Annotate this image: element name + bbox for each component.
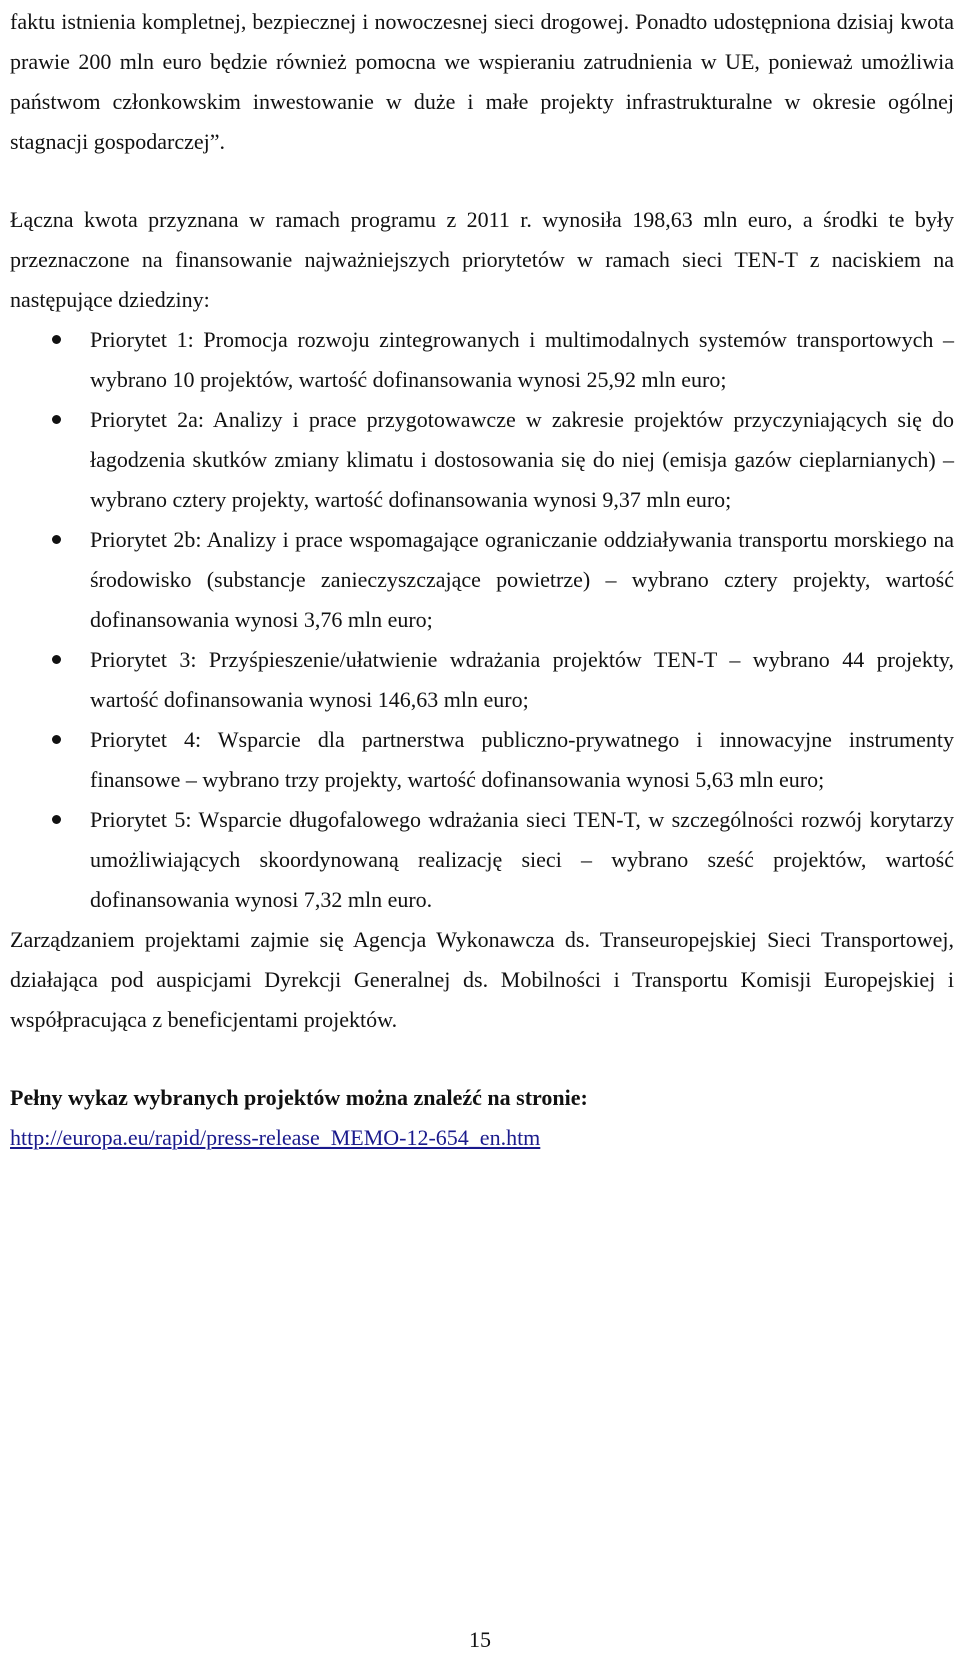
list-item xyxy=(10,720,954,800)
document-page xyxy=(10,0,954,1158)
total-amount-paragraph: Łączna kwota przyznana w ramach programu z 2011 r. wynosiła 198,63 mln euro, a środki te były przeznaczone na finansowanie najważniejszych priorytetów w ramach sieci TEN-T z naciskiem na następujące dziedziny: xyxy=(10,207,954,312)
project-list-heading: Pełny wykaz wybranych projektów można znaleźć na stronie: xyxy=(10,1085,588,1110)
list-item-text: Priorytet 2a: Analizy i prace przygotowawcze w zakresie projektów przyczyniających się do łagodzenia skutków zmiany klimatu i dostosowania się do niej (emisja gazów cieplarnianych) – wybrano cztery projekty, wartość dofinansowania wynosi 9,37 mln euro; xyxy=(90,407,954,512)
priorities-list xyxy=(10,320,954,920)
list-item xyxy=(10,520,954,640)
bullet-icon xyxy=(52,655,61,664)
list-item-text: Priorytet 2b: Analizy i prace wspomagające ograniczanie oddziaływania transportu morskiego na środowisko (substancje zanieczyszczające powietrze) – wybrano cztery projekty, wartość dofinansowania wynosi 3,76 mln euro; xyxy=(90,527,954,632)
list-item-text: Priorytet 4: Wsparcie dla partnerstwa publiczno-prywatnego i innowacyjne instrumenty finansowe – wybrano trzy projekty, wartość dofinansowania wynosi 5,63 mln euro; xyxy=(90,727,954,792)
management-paragraph: Zarządzaniem projektami zajmie się Agencja Wykonawcza ds. Transeuropejskiej Sieci Transportowej, działająca pod auspicjami Dyrekcji Generalnej ds. Mobilności i Transportu Komisji Europejskiej i współpracująca z beneficjentami projektów. xyxy=(10,927,954,1032)
bullet-icon xyxy=(52,535,61,544)
bullet-icon xyxy=(52,815,61,824)
list-item xyxy=(10,320,954,400)
list-item-text: Priorytet 3: Przyśpieszenie/ułatwienie wdrażania projektów TEN-T – wybrano 44 projekty, wartość dofinansowania wynosi 146,63 mln euro; xyxy=(90,647,954,712)
link-line xyxy=(10,1118,954,1158)
press-release-link[interactable]: http://europa.eu/rapid/press-release_MEMO-12-654_en.htm xyxy=(10,1125,541,1150)
bullet-icon xyxy=(52,735,61,744)
bullet-icon xyxy=(52,415,61,424)
page-number: 15 xyxy=(469,1627,491,1652)
list-item xyxy=(10,400,954,520)
intro-paragraph: faktu istnienia kompletnej, bezpiecznej i nowoczesnej sieci drogowej. Ponadto udostępniona dzisiaj kwota prawie 200 mln euro będzie również pomocna we wspieraniu zatrudnienia w UE, ponieważ umożliwia państwom członkowskim inwestowanie w duże i małe projekty infrastrukturalne w okresie ogólnej stagnacji gospodarczej”. xyxy=(10,9,954,154)
list-item-text: Priorytet 5: Wsparcie długofalowego wdrażania sieci TEN-T, w szczególności rozwój korytarzy umożliwiających skoordynowaną realizację sieci – wybrano sześć projektów, wartość dofinansowania wynosi 7,32 mln euro. xyxy=(90,807,954,912)
bullet-icon xyxy=(52,335,61,344)
list-item xyxy=(10,800,954,920)
list-item xyxy=(10,640,954,720)
list-item-text: Priorytet 1: Promocja rozwoju zintegrowanych i multimodalnych systemów transportowych – wybrano 10 projektów, wartość dofinansowania wynosi 25,92 mln euro; xyxy=(90,327,954,392)
